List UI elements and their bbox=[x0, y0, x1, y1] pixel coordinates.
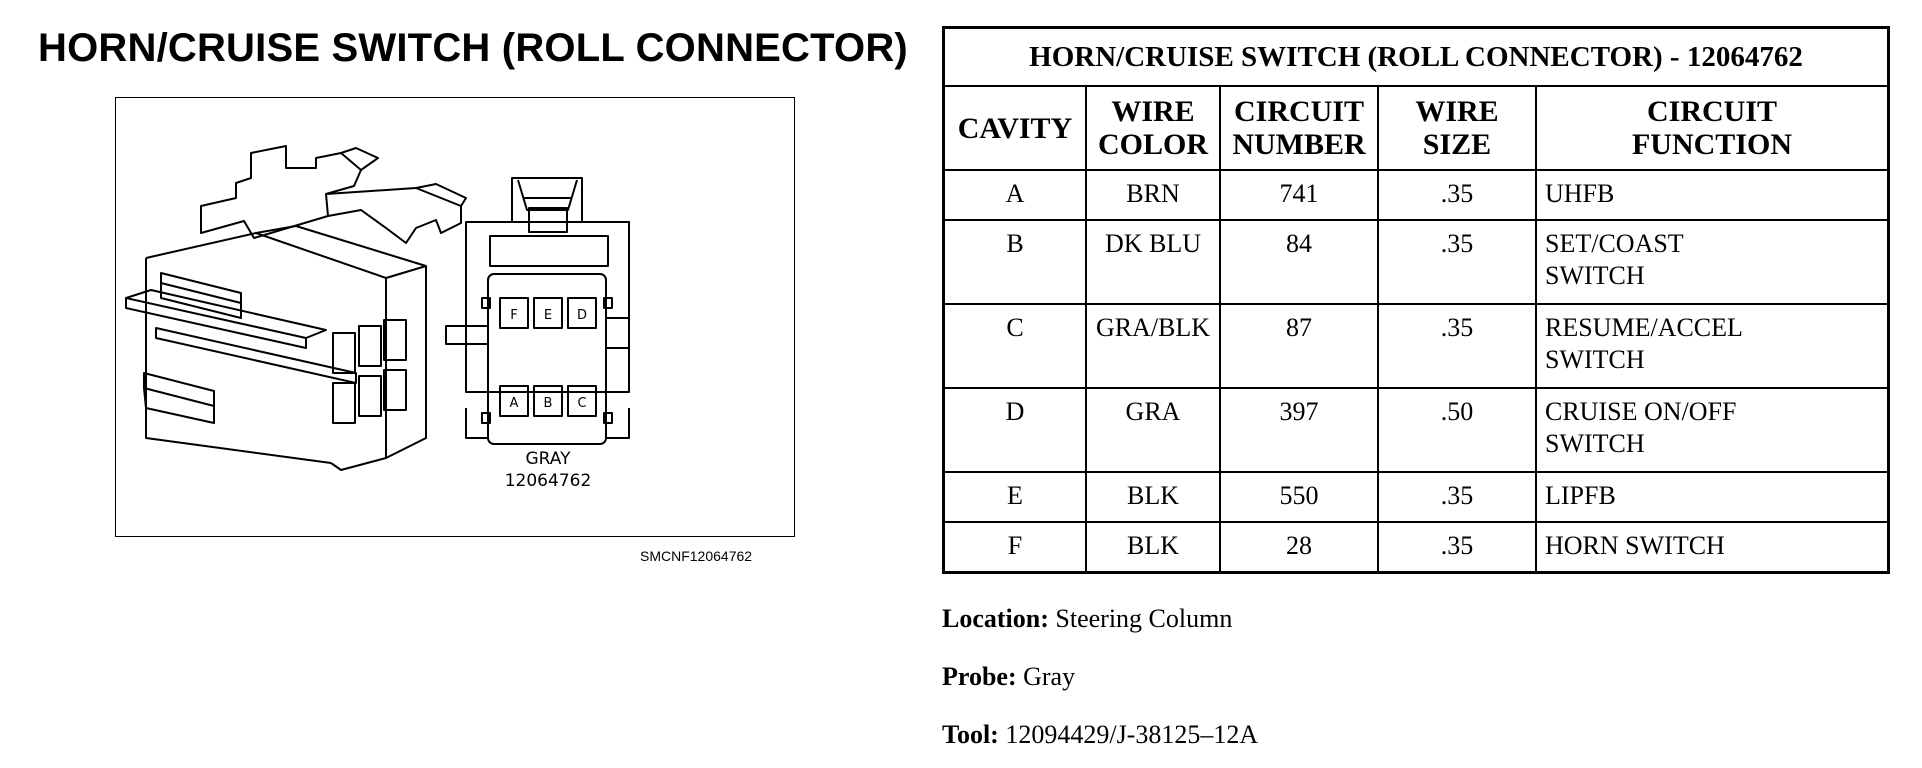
cavity-label-b: B bbox=[543, 396, 553, 411]
cell-cavity: F bbox=[944, 522, 1087, 573]
cell-wire-size: .35 bbox=[1378, 304, 1536, 388]
cell-wire-size: .35 bbox=[1378, 220, 1536, 304]
table-row bbox=[944, 170, 1889, 220]
connector-pinout-table bbox=[942, 26, 1890, 574]
cell-cavity: B bbox=[944, 220, 1087, 304]
table-row bbox=[944, 388, 1889, 472]
cell-circuit-number: 87 bbox=[1220, 304, 1378, 388]
cell-wire-color: DK BLU bbox=[1086, 220, 1220, 304]
probe-label: Probe: bbox=[942, 662, 1017, 691]
cell-circuit-function: LIPFB bbox=[1536, 472, 1889, 522]
tool-label: Tool: bbox=[942, 720, 999, 749]
header-wire-color: WIRE COLOR bbox=[1086, 86, 1220, 170]
cell-cavity: D bbox=[944, 388, 1087, 472]
cell-circuit-number: 28 bbox=[1220, 522, 1378, 573]
connector-front-view-illustration bbox=[446, 178, 629, 444]
cell-circuit-function: RESUME/ACCEL SWITCH bbox=[1536, 304, 1889, 388]
location-value: Steering Column bbox=[1055, 604, 1233, 633]
table-row bbox=[944, 220, 1889, 304]
location-line bbox=[942, 604, 1232, 634]
header-cavity: CAVITY bbox=[944, 86, 1087, 170]
cell-circuit-function: UHFB bbox=[1536, 170, 1889, 220]
location-label: Location: bbox=[942, 604, 1049, 633]
cell-wire-size: .35 bbox=[1378, 170, 1536, 220]
header-circuit-function: CIRCUIT FUNCTION bbox=[1536, 86, 1889, 170]
header-circuit-number: CIRCUIT NUMBER bbox=[1220, 86, 1378, 170]
cell-circuit-function: CRUISE ON/OFF SWITCH bbox=[1536, 388, 1889, 472]
table-row bbox=[944, 522, 1889, 573]
cell-wire-color: BLK bbox=[1086, 522, 1220, 573]
diagram-title: HORN/CRUISE SWITCH (ROLL CONNECTOR) bbox=[38, 26, 908, 70]
cavity-label-d: D bbox=[576, 308, 588, 323]
cell-cavity: C bbox=[944, 304, 1087, 388]
cell-wire-size: .35 bbox=[1378, 522, 1536, 573]
table-header-row bbox=[944, 86, 1889, 170]
probe-line bbox=[942, 662, 1075, 692]
tool-line bbox=[942, 720, 1258, 750]
cell-wire-color: GRA bbox=[1086, 388, 1220, 472]
cavity-label-f: F bbox=[510, 308, 518, 323]
table-title: HORN/CRUISE SWITCH (ROLL CONNECTOR) - 12064762 bbox=[944, 28, 1889, 87]
cell-circuit-number: 84 bbox=[1220, 220, 1378, 304]
cavity-label-a: A bbox=[509, 396, 519, 411]
cell-circuit-function: HORN SWITCH bbox=[1536, 522, 1889, 573]
header-wire-size: WIRE SIZE bbox=[1378, 86, 1536, 170]
cell-wire-size: .50 bbox=[1378, 388, 1536, 472]
cell-wire-color: BLK bbox=[1086, 472, 1220, 522]
connector-diagram-frame bbox=[115, 97, 795, 537]
cell-wire-size: .35 bbox=[1378, 472, 1536, 522]
cavity-label-c: C bbox=[577, 396, 587, 411]
cell-cavity: A bbox=[944, 170, 1087, 220]
probe-value: Gray bbox=[1023, 662, 1076, 691]
cell-wire-color: GRA/BLK bbox=[1086, 304, 1220, 388]
cavity-label-e: E bbox=[543, 308, 553, 323]
cell-circuit-number: 550 bbox=[1220, 472, 1378, 522]
diagram-reference-code: SMCNF12064762 bbox=[640, 548, 753, 564]
table-row bbox=[944, 304, 1889, 388]
table-row bbox=[944, 472, 1889, 522]
connector-side-view-illustration bbox=[126, 146, 466, 470]
cell-wire-color: BRN bbox=[1086, 170, 1220, 220]
cell-cavity: E bbox=[944, 472, 1087, 522]
connector-part-number: 12064762 bbox=[504, 471, 592, 491]
cell-circuit-number: 397 bbox=[1220, 388, 1378, 472]
cell-circuit-number: 741 bbox=[1220, 170, 1378, 220]
connector-color-label: GRAY bbox=[525, 449, 571, 469]
tool-value: 12094429/J-38125–12A bbox=[1005, 720, 1259, 749]
cell-circuit-function: SET/COAST SWITCH bbox=[1536, 220, 1889, 304]
